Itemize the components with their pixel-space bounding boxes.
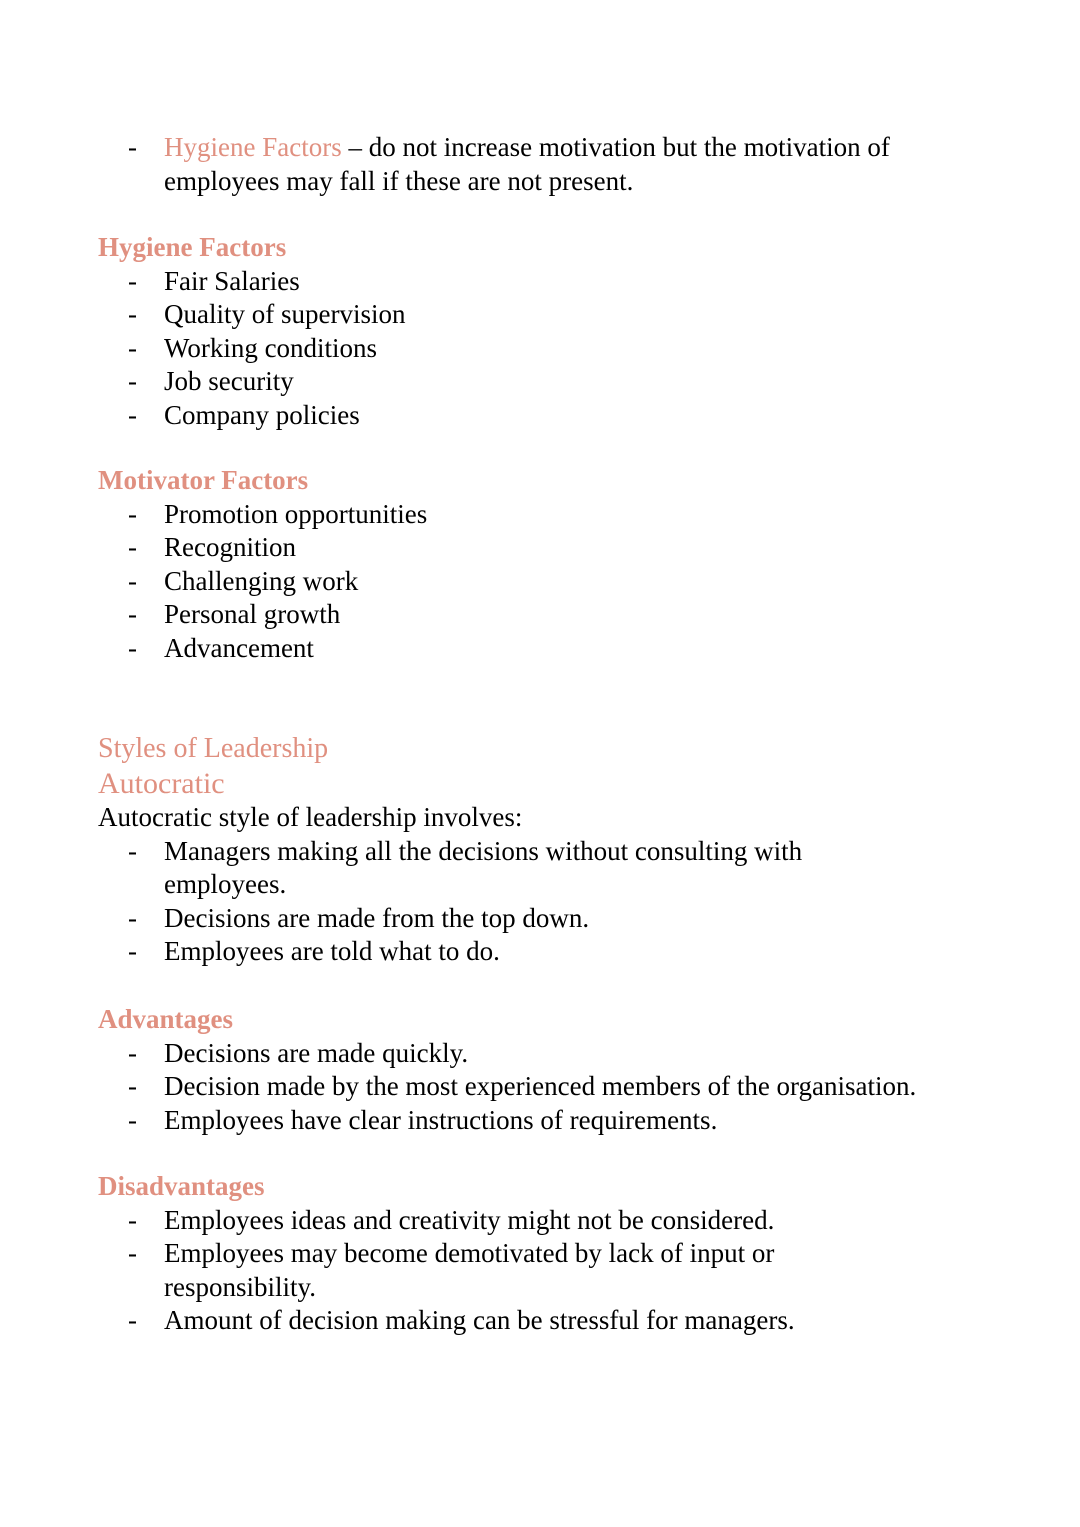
leadership-title: Styles of Leadership bbox=[98, 733, 329, 764]
list-item: - Managers making all the decisions without consulting with employees. bbox=[98, 835, 898, 902]
list-item: - Recognition bbox=[98, 531, 998, 565]
list-item: - Employees may become demotivated by lack of input or responsibility. bbox=[98, 1237, 858, 1304]
list-item: - Advancement bbox=[98, 632, 998, 666]
list-item: - Decision made by the most experienced members of the organisation. bbox=[98, 1070, 998, 1104]
hygiene-list bbox=[98, 265, 998, 433]
intro-definition: do not increase motivation but the motivation of employees may fall if these are not present. bbox=[164, 132, 890, 196]
list-item: - Job security bbox=[98, 365, 998, 399]
list-item: - Promotion opportunities bbox=[98, 498, 998, 532]
intro-section bbox=[98, 131, 968, 198]
list-item: - Amount of decision making can be stressful for managers. bbox=[98, 1304, 858, 1338]
intro-separator: – bbox=[341, 132, 369, 162]
list-item: - Employees are told what to do. bbox=[98, 935, 898, 969]
leadership-subtitle: Autocratic bbox=[98, 767, 225, 800]
advantages-heading: Advantages bbox=[98, 1004, 234, 1034]
hygiene-heading: Hygiene Factors bbox=[98, 232, 287, 262]
list-item: - Challenging work bbox=[98, 565, 998, 599]
list-item: - Company policies bbox=[98, 399, 998, 433]
disadvantages-list bbox=[98, 1204, 858, 1338]
leadership-intro: Autocratic style of leadership involves: bbox=[98, 802, 523, 832]
advantages-section bbox=[98, 1003, 998, 1137]
list-item: - Decisions are made quickly. bbox=[98, 1037, 998, 1071]
leadership-list bbox=[98, 835, 898, 969]
motivators-heading: Motivator Factors bbox=[98, 465, 309, 495]
intro-list bbox=[98, 131, 968, 198]
list-item: - Working conditions bbox=[98, 332, 998, 366]
advantages-list bbox=[98, 1037, 998, 1138]
disadvantages-heading: Disadvantages bbox=[98, 1171, 265, 1201]
list-item: - Personal growth bbox=[98, 598, 998, 632]
motivators-list bbox=[98, 498, 998, 666]
list-item: - Fair Salaries bbox=[98, 265, 998, 299]
leadership-section bbox=[98, 731, 898, 969]
intro-item bbox=[98, 131, 968, 198]
list-item: - Employees have clear instructions of requirements. bbox=[98, 1104, 998, 1138]
hygiene-section bbox=[98, 231, 998, 432]
list-item: - Quality of supervision bbox=[98, 298, 998, 332]
intro-term: Hygiene Factors bbox=[164, 132, 342, 162]
disadvantages-section bbox=[98, 1170, 858, 1338]
motivators-section bbox=[98, 464, 998, 665]
list-item: - Decisions are made from the top down. bbox=[98, 902, 898, 936]
list-item: - Employees ideas and creativity might not be considered. bbox=[98, 1204, 858, 1238]
